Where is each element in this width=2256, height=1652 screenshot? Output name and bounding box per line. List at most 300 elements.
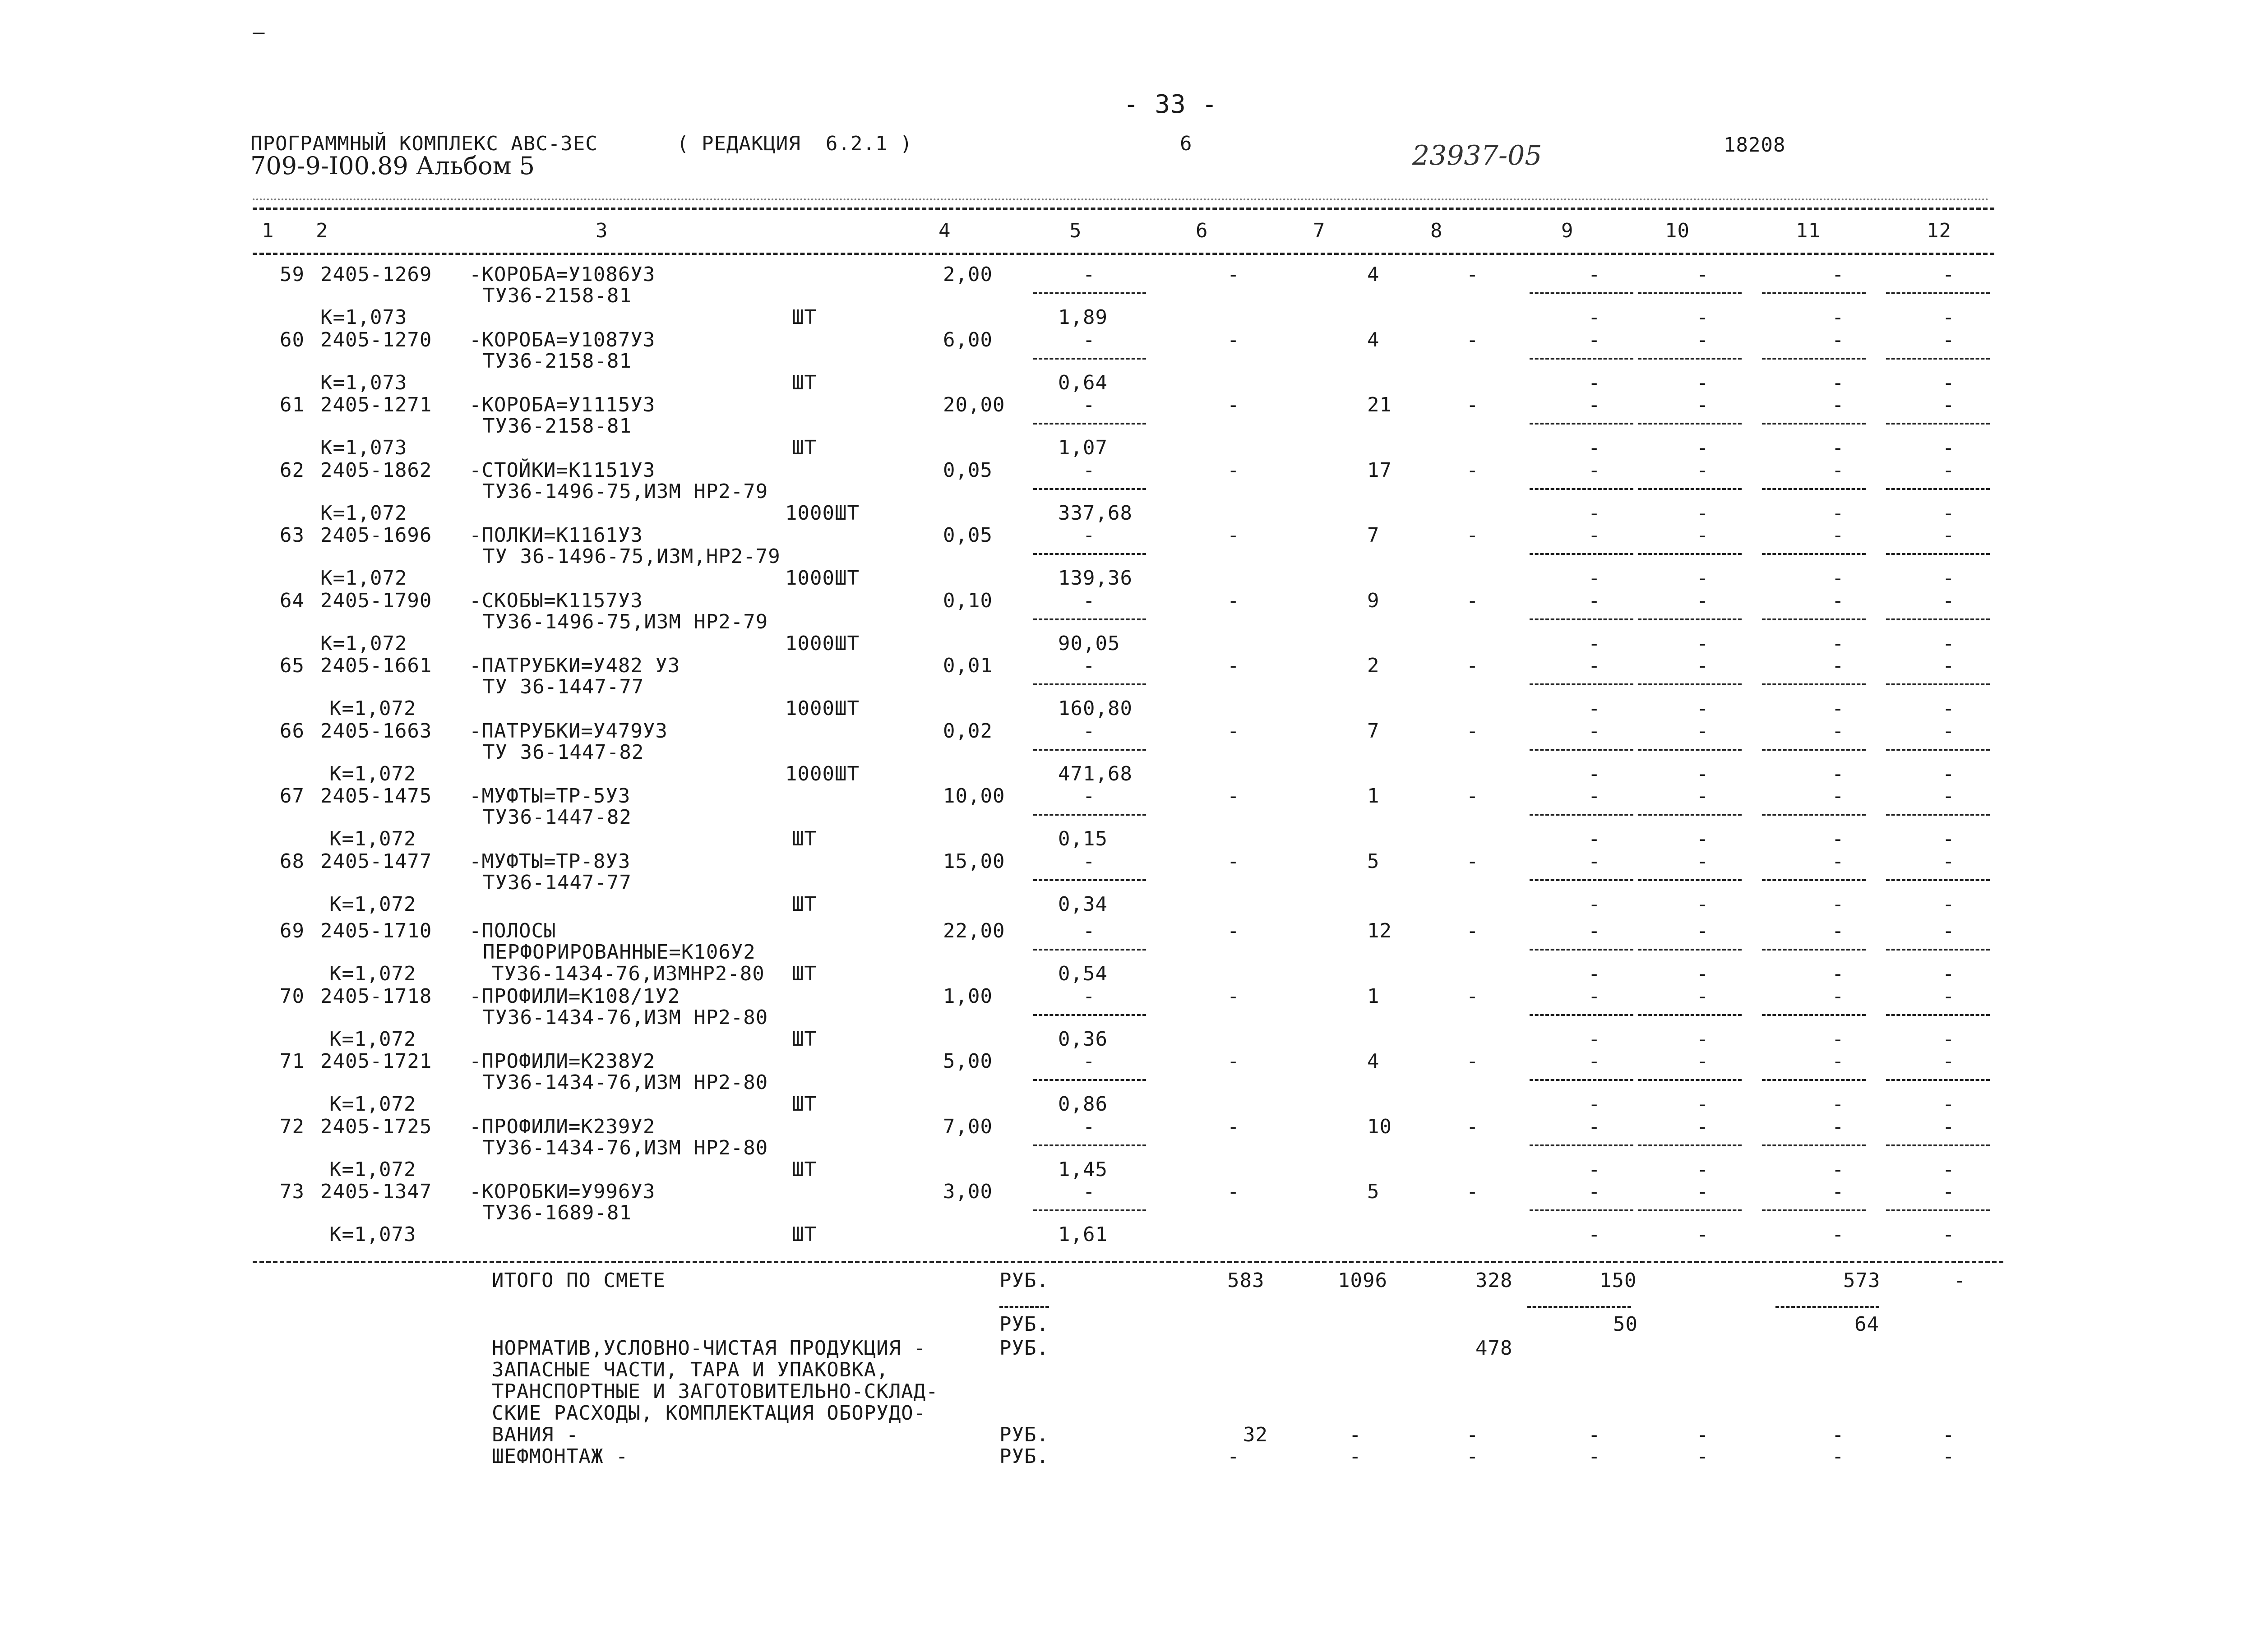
column-header-11: 11 [1796,219,1821,242]
row-col6: - [1227,524,1240,547]
row-col12-lower: - [1942,827,1955,850]
row-col11-lower: - [1832,1158,1845,1181]
row-col10: - [1697,654,1709,677]
row-col10: - [1697,524,1709,547]
row-price: 1,61 [1058,1223,1108,1246]
row-coefficient: К=1,073 [320,371,407,394]
row-spec: ТУ36-1434-76,ИЗМ НР2-80 [483,1006,768,1029]
row-col11: - [1832,524,1845,547]
row-unit: ШТ [792,371,817,394]
row-quantity: 0,10 [943,589,993,612]
row-col10-lower: - [1697,1158,1709,1181]
row-col8: - [1466,720,1479,743]
row-col11-lower: - [1832,697,1845,720]
row-col7: 17 [1367,459,1392,482]
row-unit: ШТ [792,893,817,916]
row-coefficient: К=1,072 [329,1093,416,1116]
row-col9: - [1588,654,1601,677]
row-col10-lower: - [1697,567,1709,590]
row-col10-lower: - [1697,1093,1709,1116]
row-quantity: 2,00 [943,263,993,286]
row-col6: - [1227,328,1240,351]
row-coefficient: К=1,073 [320,306,407,329]
row-col10-lower: - [1697,893,1709,916]
row-col12-lower: - [1942,893,1955,916]
row-coefficient: К=1,072 [329,962,416,985]
row-col12: - [1942,589,1955,612]
row-price: 0,15 [1058,827,1108,850]
row-code: 2405-1710 [320,919,432,942]
norm-dash: - [1466,1423,1479,1446]
totals-label: ИТОГО ПО СМЕТЕ [492,1269,666,1292]
row-col7: 4 [1367,1050,1380,1073]
row-col7: 10 [1367,1115,1392,1138]
norm-line-4: СКИЕ РАСХОДЫ, КОМПЛЕКТАЦИЯ ОБОРУДО- [492,1402,926,1425]
row-coefficient: К=1,072 [329,827,416,850]
row-col6: - [1227,263,1240,286]
row-col12-lower: - [1942,502,1955,525]
row-col11-lower: - [1832,632,1845,655]
komplekt-value: 32 [1243,1423,1268,1446]
totals-unit: РУБ. [999,1269,1049,1292]
row-col11: - [1832,1050,1845,1073]
row-code: 2405-1725 [320,1115,432,1138]
row-col5: - [1083,720,1096,743]
norm-dash: - [1588,1445,1601,1468]
row-col8: - [1466,1115,1479,1138]
row-number: 63 [280,524,305,547]
row-col9-lower: - [1588,697,1601,720]
row-number: 69 [280,919,305,942]
row-code: 2405-1721 [320,1050,432,1073]
row-col11-lower: - [1832,827,1845,850]
row-col10-lower: - [1697,762,1709,785]
row-col12-lower: - [1942,306,1955,329]
row-number: 59 [280,263,305,286]
row-name: -КОРОБА=У1115У3 [469,393,656,416]
row-col10: - [1697,328,1709,351]
row-col12-lower: - [1942,632,1955,655]
row-col5: - [1083,393,1096,416]
column-header-5: 5 [1069,219,1082,242]
row-col9-lower: - [1588,567,1601,590]
header-bottom-rule [253,253,1994,255]
album-title: 709-9-I00.89 Альбом 5 [250,152,535,180]
row-col12: - [1942,985,1955,1008]
row-code: 2405-1696 [320,524,432,547]
row-coefficient: К=1,072 [329,697,416,720]
row-number: 62 [280,459,305,482]
totals-col12: - [1954,1269,1966,1292]
row-price: 0,54 [1058,962,1108,985]
row-col12: - [1942,393,1955,416]
row-quantity: 6,00 [943,328,993,351]
column-header-1: 1 [262,219,274,242]
row-col7: 1 [1367,784,1380,808]
row-col11-lower: - [1832,502,1845,525]
row-col11: - [1832,393,1845,416]
row-col8: - [1466,393,1479,416]
row-col9: - [1588,263,1601,286]
row-col9-lower: - [1588,1093,1601,1116]
totals-col11-b: 64 [1854,1313,1879,1336]
row-number: 73 [280,1180,305,1203]
row-spec: ТУ36-1434-76,ИЗМ НР2-80 [483,1071,768,1094]
row-col10-lower: - [1697,306,1709,329]
row-quantity: 0,05 [943,524,993,547]
column-header-4: 4 [938,219,951,242]
row-unit: ШТ [792,1028,817,1051]
row-col9-lower: - [1588,762,1601,785]
row-price: 160,80 [1058,697,1133,720]
row-col10: - [1697,459,1709,482]
row-col9: - [1588,1115,1601,1138]
norm-dash: - [1697,1445,1709,1468]
row-number: 72 [280,1115,305,1138]
norm-dash: - [1697,1423,1709,1446]
row-col5: - [1083,589,1096,612]
row-col10-lower: - [1697,697,1709,720]
row-unit: ШТ [792,306,817,329]
row-col11-lower: - [1832,762,1845,785]
row-col6: - [1227,850,1240,873]
row-col8: - [1466,1180,1479,1203]
row-col11-lower: - [1832,436,1845,459]
page-mark: – [253,21,265,44]
row-col12: - [1942,524,1955,547]
row-col9-lower: - [1588,502,1601,525]
row-col5: - [1083,784,1096,808]
totals-col11: 573 [1843,1269,1881,1292]
header-top-rule [253,208,1994,210]
row-col7: 2 [1367,654,1380,677]
row-unit: ШТ [792,436,817,459]
header-code: 18208 [1724,134,1786,157]
row-coefficient: К=1,072 [329,893,416,916]
row-col8: - [1466,524,1479,547]
row-col11-lower: - [1832,893,1845,916]
row-col11-lower: - [1832,371,1845,394]
row-col8: - [1466,459,1479,482]
row-col5: - [1083,919,1096,942]
row-col6: - [1227,1115,1240,1138]
row-col10-lower: - [1697,1028,1709,1051]
row-name: -ПРОФИЛИ=К108/1У2 [469,985,680,1008]
row-col9-lower: - [1588,306,1601,329]
row-price: 0,36 [1058,1028,1108,1051]
row-col5: - [1083,654,1096,677]
row-col11-lower: - [1832,1028,1845,1051]
row-price: 337,68 [1058,502,1133,525]
norm-dash: - [1588,1423,1601,1446]
row-col10-lower: - [1697,962,1709,985]
row-unit: ШТ [792,1093,817,1116]
row-number: 66 [280,720,305,743]
row-col9: - [1588,985,1601,1008]
row-code: 2405-1475 [320,784,432,808]
row-spec: ТУ36-1447-77 [483,871,632,894]
row-col6: - [1227,654,1240,677]
row-price: 0,34 [1058,893,1108,916]
row-code: 2405-1718 [320,985,432,1008]
row-quantity: 15,00 [943,850,1005,873]
row-col6: - [1227,1180,1240,1203]
komplekt-unit: РУБ. [999,1423,1049,1446]
row-name: -ПРОФИЛИ=К238У2 [469,1050,656,1073]
row-col7: 12 [1367,919,1392,942]
norm-line-2: ЗАПАСНЫЕ ЧАСТИ, ТАРА И УПАКОВКА, [492,1358,889,1381]
norm-dash: - [1466,1445,1479,1468]
row-col6: - [1227,784,1240,808]
row-col9: - [1588,1180,1601,1203]
row-col10: - [1697,589,1709,612]
row-name: -КОРОБКИ=У996У3 [469,1180,656,1203]
row-name: -СКОБЫ=К1157У3 [469,589,643,612]
totals-col9: 150 [1600,1269,1637,1292]
row-unit: 1000ШТ [785,697,860,720]
row-unit: 1000ШТ [785,502,860,525]
row-number: 70 [280,985,305,1008]
row-col9-lower: - [1588,371,1601,394]
row-col7: 1 [1367,985,1380,1008]
row-col8: - [1466,263,1479,286]
totals-col6: 583 [1227,1269,1265,1292]
row-spec-2: ТУ36-1434-76,ИЗМНР2-80 [492,962,765,985]
norm-dash: - [1942,1445,1955,1468]
row-col12-lower: - [1942,962,1955,985]
row-col6: - [1227,589,1240,612]
row-col11: - [1832,263,1845,286]
row-col12-lower: - [1942,762,1955,785]
row-col12: - [1942,328,1955,351]
row-col12: - [1942,850,1955,873]
row-col11-lower: - [1832,1093,1845,1116]
row-col10: - [1697,919,1709,942]
row-col10: - [1697,1115,1709,1138]
row-unit: 1000ШТ [785,762,860,785]
row-name: -ПРОФИЛИ=К239У2 [469,1115,656,1138]
column-header-2: 2 [316,219,328,242]
row-coefficient: К=1,072 [329,1028,416,1051]
row-col6: - [1227,919,1240,942]
row-col8: - [1466,784,1479,808]
row-col9-lower: - [1588,893,1601,916]
row-col12: - [1942,263,1955,286]
row-name: -ПАТРУБКИ=У482 У3 [469,654,680,677]
row-col7: 7 [1367,720,1380,743]
row-code: 2405-1862 [320,459,432,482]
row-col11: - [1832,459,1845,482]
totals-col9-b: 50 [1613,1313,1638,1336]
row-col10-lower: - [1697,371,1709,394]
row-col9-lower: - [1588,632,1601,655]
row-price: 139,36 [1058,567,1133,590]
row-number: 60 [280,328,305,351]
totals-col7: 1096 [1338,1269,1387,1292]
row-quantity: 0,05 [943,459,993,482]
row-col7: 4 [1367,328,1380,351]
edition-label: ( РЕДАКЦИЯ 6.2.1 ) [677,132,913,155]
row-name: -МУФТЫ=ТР-5У3 [469,784,631,808]
row-spec: ПЕРФОРИРОВАННЫЕ=К106У2 [483,941,756,964]
row-coefficient: К=1,072 [320,567,407,590]
row-quantity: 5,00 [943,1050,993,1073]
row-unit: ШТ [792,1158,817,1181]
row-code: 2405-1271 [320,393,432,416]
row-spec: ТУ 36-1447-82 [483,741,644,764]
column-header-8: 8 [1430,219,1443,242]
row-code: 2405-1661 [320,654,432,677]
row-col9: - [1588,1050,1601,1073]
row-unit: 1000ШТ [785,632,860,655]
row-col10-lower: - [1697,502,1709,525]
row-col5: - [1083,459,1096,482]
row-col8: - [1466,850,1479,873]
row-number: 71 [280,1050,305,1073]
row-col11-lower: - [1832,1223,1845,1246]
row-col6: - [1227,1050,1240,1073]
row-col10-lower: - [1697,632,1709,655]
row-name: -ПОЛКИ=К1161У3 [469,524,643,547]
norm-line-3: ТРАНСПОРТНЫЕ И ЗАГОТОВИТЕЛЬНО-СКЛАД- [492,1380,938,1403]
row-name: -КОРОБА=У1087У3 [469,328,656,351]
row-spec: ТУ36-2158-81 [483,284,632,307]
row-unit: ШТ [792,1223,817,1246]
row-coefficient: К=1,072 [320,502,407,525]
row-col9: - [1588,589,1601,612]
row-unit: ШТ [792,962,817,985]
row-col6: - [1227,720,1240,743]
row-quantity: 20,00 [943,393,1005,416]
row-number: 64 [280,589,305,612]
handwritten-code: 23937-05 [1412,140,1542,171]
row-col9-lower: - [1588,436,1601,459]
row-col5: - [1083,524,1096,547]
row-col11: - [1832,1180,1845,1203]
row-col12: - [1942,1050,1955,1073]
row-col8: - [1466,328,1479,351]
row-quantity: 0,02 [943,720,993,743]
row-col10: - [1697,720,1709,743]
row-col5: - [1083,850,1096,873]
row-col12-lower: - [1942,1093,1955,1116]
row-col8: - [1466,1050,1479,1073]
row-col8: - [1466,919,1479,942]
column-header-7: 7 [1313,219,1326,242]
program-title: ПРОГРАММНЫЙ КОМПЛЕКС АВС-3ЕС [250,132,598,155]
row-col11-lower: - [1832,306,1845,329]
row-spec: ТУ36-2158-81 [483,350,632,373]
row-col5: - [1083,328,1096,351]
row-number: 67 [280,784,305,808]
row-col12-lower: - [1942,371,1955,394]
row-col6: - [1227,985,1240,1008]
row-col10: - [1697,263,1709,286]
row-spec: ТУ36-1689-81 [483,1201,632,1224]
row-col5: - [1083,1050,1096,1073]
table-bottom-rule [253,1261,2003,1263]
row-col11: - [1832,850,1845,873]
row-name: -ПАТРУБКИ=У479У3 [469,720,668,743]
row-col12-lower: - [1942,1028,1955,1051]
row-spec: ТУ36-1496-75,ИЗМ НР2-79 [483,480,768,503]
shefmontazh-unit: РУБ. [999,1445,1049,1468]
column-header-10: 10 [1665,219,1690,242]
column-header-9: 9 [1561,219,1574,242]
row-price: 1,45 [1058,1158,1108,1181]
row-col8: - [1466,985,1479,1008]
totals-unit-2: РУБ. [999,1313,1049,1336]
norm-value: 478 [1475,1337,1513,1360]
row-price: 1,89 [1058,306,1108,329]
row-col9: - [1588,919,1601,942]
row-col11: - [1832,654,1845,677]
row-col10-lower: - [1697,827,1709,850]
row-coefficient: К=1,072 [329,1158,416,1181]
norm-dash: - [1942,1423,1955,1446]
row-col10: - [1697,985,1709,1008]
row-col9-lower: - [1588,827,1601,850]
norm-dash: - [1832,1445,1845,1468]
row-col9-lower: - [1588,962,1601,985]
row-col10: - [1697,1050,1709,1073]
norm-unit: РУБ. [999,1337,1049,1360]
row-quantity: 0,01 [943,654,993,677]
row-price: 0,64 [1058,371,1108,394]
row-name: -КОРОБА=У1086У3 [469,263,656,286]
row-unit: ШТ [792,827,817,850]
row-col7: 5 [1367,1180,1380,1203]
row-col9: - [1588,393,1601,416]
row-coefficient: К=1,073 [320,436,407,459]
row-coefficient: К=1,072 [320,632,407,655]
row-name: -ПОЛОСЫ [469,919,556,942]
row-col11-lower: - [1832,567,1845,590]
row-col7: 7 [1367,524,1380,547]
row-col12: - [1942,919,1955,942]
row-spec: ТУ 36-1496-75,ИЗМ,НР2-79 [483,545,781,568]
row-code: 2405-1269 [320,263,432,286]
row-col11: - [1832,720,1845,743]
row-col9: - [1588,850,1601,873]
norm-dash: - [1349,1423,1362,1446]
row-col12: - [1942,784,1955,808]
row-quantity: 3,00 [943,1180,993,1203]
row-col11: - [1832,1115,1845,1138]
row-col8: - [1466,654,1479,677]
row-col7: 5 [1367,850,1380,873]
row-col9: - [1588,524,1601,547]
row-code: 2405-1347 [320,1180,432,1203]
row-col12-lower: - [1942,567,1955,590]
row-col12: - [1942,720,1955,743]
row-col12: - [1942,654,1955,677]
row-name: -МУФТЫ=ТР-8У3 [469,850,631,873]
row-code: 2405-1477 [320,850,432,873]
row-col5: - [1083,985,1096,1008]
row-price: 1,07 [1058,436,1108,459]
row-number: 65 [280,654,305,677]
row-col12-lower: - [1942,697,1955,720]
row-spec: ТУ36-2158-81 [483,415,632,438]
norm-dash: - [1349,1445,1362,1468]
row-col10-lower: - [1697,1223,1709,1246]
row-col10: - [1697,850,1709,873]
row-col8: - [1466,589,1479,612]
norm-dash: - [1832,1423,1845,1446]
row-col12-lower: - [1942,436,1955,459]
shefmontazh-label: ШЕФМОНТАЖ - [492,1445,629,1468]
